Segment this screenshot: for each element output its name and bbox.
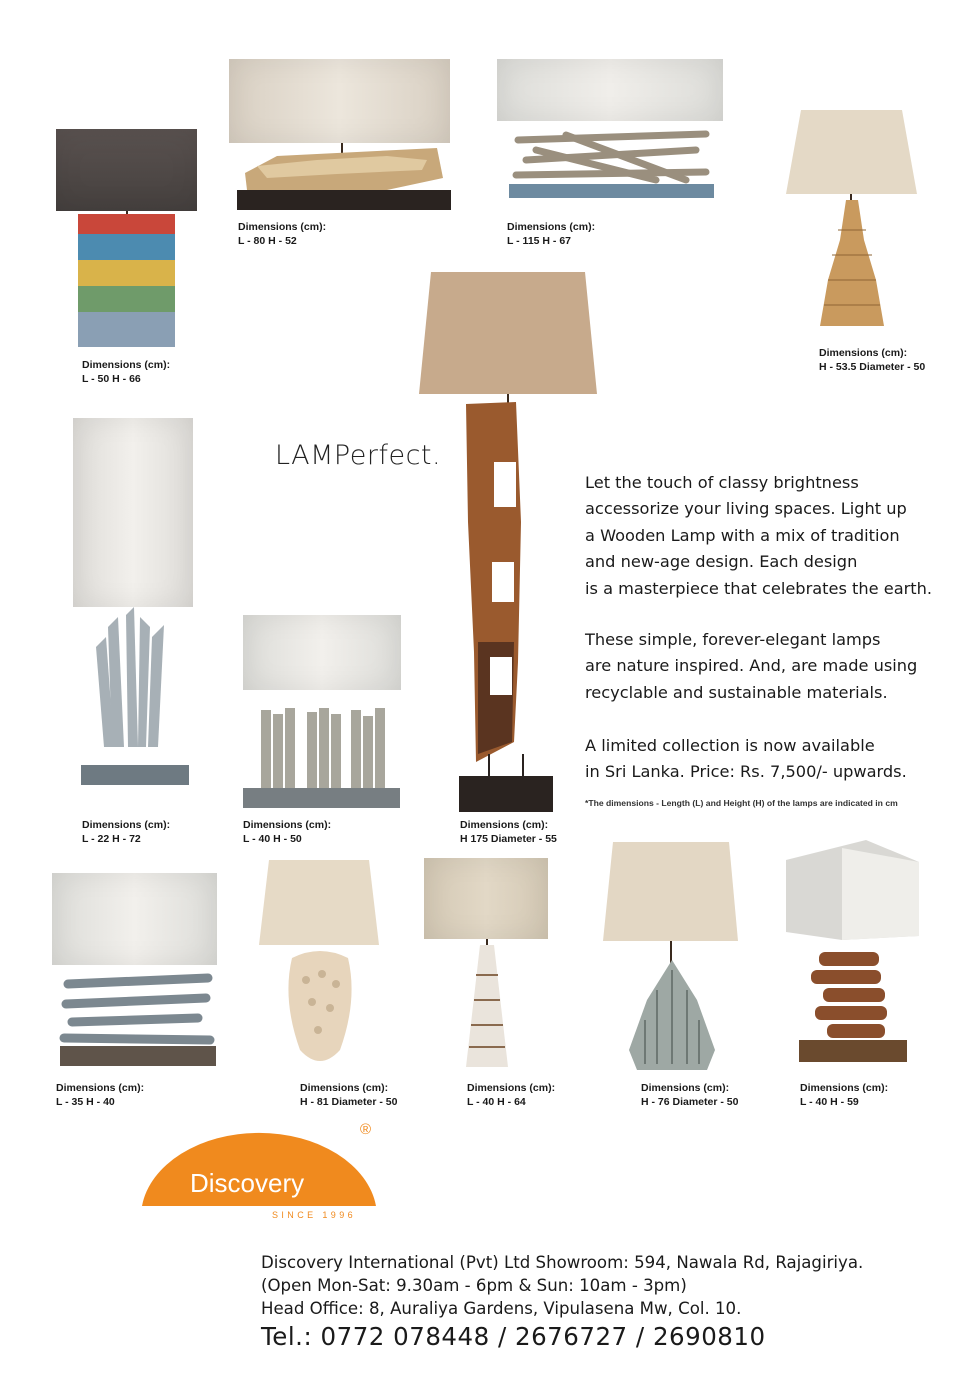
lamp-shade — [786, 840, 920, 942]
dims-triple-branch — [243, 818, 331, 846]
dimensions-footnote: *The dimensions - Length (L) and Height (H) of the lamps are indicated in cm — [585, 798, 898, 808]
dims-floor-driftwood — [460, 818, 557, 846]
lamp-base — [78, 214, 175, 347]
lamp-base — [78, 607, 190, 787]
intro-line: accessorize your living spaces. Light up — [585, 499, 907, 519]
dims-value: L - 40 H - 64 — [467, 1096, 526, 1108]
lamp-shade — [229, 59, 450, 143]
dims-label: Dimensions (cm): — [819, 347, 908, 359]
lamp-shade — [497, 59, 723, 121]
dims-value: H - 53.5 Diameter - 50 — [819, 361, 926, 373]
contact-phone: Tel.: 0772 078448 / 2676727 / 2690810 — [261, 1322, 766, 1351]
contact-line-hours: (Open Mon-Sat: 9.30am - 6pm & Sun: 10am - 3pm) — [261, 1276, 687, 1295]
dims-coral-vase — [300, 1081, 397, 1109]
nature-line: recyclable and sustainable materials. — [585, 682, 888, 702]
dims-label: Dimensions (cm): — [507, 221, 596, 233]
lamp-shade — [603, 842, 739, 942]
nature-line: are nature inspired. And, are made using — [585, 656, 918, 676]
dims-value: L - 22 H - 72 — [82, 833, 141, 845]
dims-value: H - 76 Diameter - 50 — [641, 1096, 739, 1108]
dims-driftwood-bundle — [507, 220, 595, 248]
brand-name: Discovery — [190, 1168, 305, 1198]
lamp-shade — [424, 858, 548, 939]
lamp-base — [456, 402, 556, 814]
headline: LAMPerfect. — [275, 440, 442, 471]
contact-line-showroom: Discovery International (Pvt) Ltd Showroom: 594, Nawala Rd, Rajagiriya. — [261, 1253, 864, 1272]
dims-value: H - 81 Diameter - 50 — [300, 1096, 398, 1108]
intro-line: is a masterpiece that celebrates the earth. — [585, 578, 933, 598]
price-line: in Sri Lanka. Price: Rs. 7,500/- upwards. — [585, 762, 907, 782]
lamp-shade — [52, 873, 217, 965]
dims-driftwood-log — [238, 220, 326, 248]
intro-line: and new-age design. Each design — [585, 552, 858, 572]
price-paragraph — [585, 733, 907, 786]
nature-paragraph — [585, 627, 917, 706]
contact-line-head-office: Head Office: 8, Auraliya Gardens, Vipulasena Mw, Col. 10. — [261, 1299, 742, 1318]
dims-whitewash-column — [467, 1081, 555, 1109]
dims-label: Dimensions (cm): — [467, 1082, 556, 1094]
dims-tall-rectangle — [82, 818, 170, 846]
lamp-shade — [259, 860, 380, 946]
dims-value: L - 115 H - 67 — [507, 235, 572, 247]
dims-label: Dimensions (cm): — [56, 1082, 145, 1094]
dims-value: H 175 Diameter - 55 — [460, 833, 557, 845]
dims-value: L - 40 H - 59 — [800, 1096, 859, 1108]
lamp-base — [797, 940, 909, 1064]
lamp-base — [243, 700, 401, 810]
lamp-base — [58, 968, 218, 1068]
lamp-shade — [243, 615, 401, 690]
lamp-base — [462, 945, 512, 1070]
intro-paragraph — [585, 470, 932, 602]
dims-label: Dimensions (cm): — [82, 359, 171, 371]
dims-value: L - 50 H - 66 — [82, 373, 141, 385]
dims-value: L - 40 H - 50 — [243, 833, 302, 845]
dims-label: Dimensions (cm): — [300, 1082, 389, 1094]
brand-since: SINCE 1996 — [272, 1210, 357, 1220]
dims-value: L - 80 H - 52 — [238, 235, 297, 247]
dims-label: Dimensions (cm): — [82, 819, 171, 831]
intro-line: a Wooden Lamp with a mix of tradition — [585, 525, 900, 545]
lamp-base — [282, 950, 358, 1070]
dims-label: Dimensions (cm): — [641, 1082, 730, 1094]
dims-spike-pine — [641, 1081, 738, 1109]
dims-label: Dimensions (cm): — [243, 819, 332, 831]
dims-stacked-chips — [819, 346, 925, 374]
dims-label: Dimensions (cm): — [800, 1082, 889, 1094]
dims-stacked-driftwood — [56, 1081, 144, 1109]
lamp-base — [627, 960, 717, 1072]
nature-line: These simple, forever-elegant lamps — [585, 630, 881, 649]
lamp-base — [818, 200, 886, 328]
discovery-logo — [140, 1122, 378, 1242]
lamp-base — [237, 138, 452, 213]
dims-painted-block — [82, 358, 170, 386]
dims-wedge-log — [800, 1081, 888, 1109]
intro-line: Let the touch of classy brightness — [585, 473, 859, 492]
lamp-shade — [419, 272, 598, 395]
dims-label: Dimensions (cm): — [460, 819, 549, 831]
lamp-shade — [785, 110, 918, 195]
price-line: A limited collection is now available — [585, 736, 875, 755]
registered-mark: ® — [360, 1121, 372, 1138]
lamp-shade — [73, 418, 193, 607]
lamp-base — [506, 120, 718, 205]
dims-label: Dimensions (cm): — [238, 221, 327, 233]
lamp-shade — [56, 129, 197, 211]
dims-value: L - 35 H - 40 — [56, 1096, 115, 1108]
